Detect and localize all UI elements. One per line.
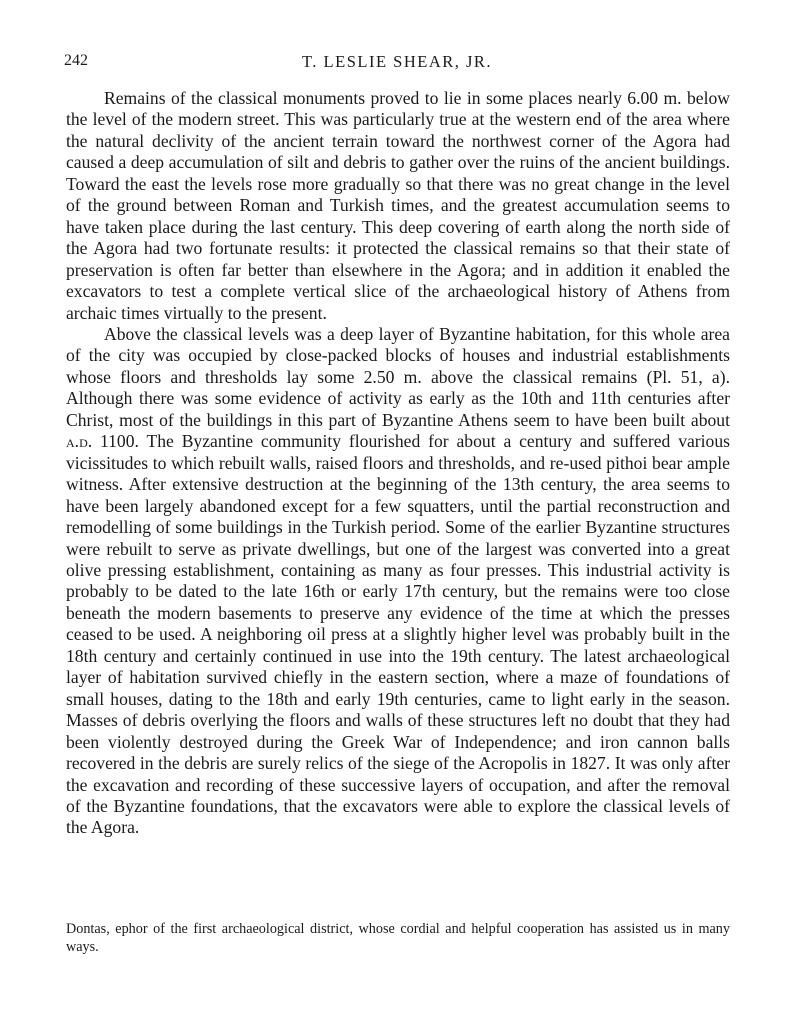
date-small-caps: a.d. 1100 — [66, 431, 135, 452]
running-head-author: T. LESLIE SHEAR, JR. — [301, 52, 493, 71]
footnote-text: Dontas, ephor of the first archaeological district, whose cordial and helpful cooperation has assisted us in many ways. — [66, 921, 730, 955]
paragraph: Remains of the classical monuments proved to lie in some places nearly 6.00 m. below the level of the modern street. This was particularly true at the western end of the area where the natural declivity of the ancient terrain toward the northwest corner of the Agora had caused a deep accumulation of silt and debris to gather over the ruins of the ancient buildings. Toward the east the levels rose more gradually so that there was no great change in the level of the ground between Roman and Turkish times, and the greatest accumulation seems to have taken place during the last century. This deep covering of earth along the north side of the Agora had two fortunate results: it protected the classical remains so that their state of preservation is often far better than elsewhere in the Agora; and in addition it enabled the excavators to test a complete vertical slice of the archaeological history of Athens from archaic times virtually to the present. — [66, 88, 730, 323]
footnote — [66, 920, 730, 956]
paragraph-text: . The Byzantine community flourished for about a century and suffered various vicissitudes to which rebuilt walls, raised floors and thresholds, and re-used pithoi bear ample witness. After extensive destruction at the beginning of the 13th century, the area seems to have been largely abandoned except for a few squatters, until the partial reconstruction and remodelling of some buildings in the Turkish period. Some of the earlier Byzantine structures were rebuilt to serve as private dwellings, but one of the largest was converted into a great olive pressing establishment, containing as many as four presses. This industrial activity is probably to be dated to the late 16th or early 17th century, but the remains were too close beneath the modern basements to preserve any evidence of the time at which the presses ceased to be used. A neighboring oil press at a slightly higher level was probably built in the 18th century and certainly continued in use into the 19th century. The latest archaeological layer of habitation survived chiefly in the eastern section, where a maze of foundations of small houses, dating to the 18th and early 19th centuries, came to light early in the season. Masses of debris overlying the floors and walls of these structures left no doubt that they had been violently destroyed during the Greek War of Independence; and iron cannon balls recovered in the debris are surely relics of the siege of the Acropolis in 1827. It was only after the excavation and recording of these successive layers of occupation, and after the removal of the Byzantine foundations, that the excavators were able to explore the classical levels of the Agora. — [66, 431, 730, 838]
page-number: 242 — [64, 52, 88, 69]
paragraph-text: Above the classical levels was a deep layer of Byzantine habitation, for this whole area of the city was occupied by close-packed blocks of houses and industrial establishments whose floors and thresholds lay some 2.50 m. above the classical remains (Pl. 51, a). Although there was some evidence of activity as early as the 10th and 11th centuries after Christ, most of the buildings in this part of Byzantine Athens seem to have been built about — [66, 323, 730, 430]
paragraph — [66, 324, 730, 839]
body-text — [66, 88, 730, 839]
running-head — [64, 52, 730, 76]
